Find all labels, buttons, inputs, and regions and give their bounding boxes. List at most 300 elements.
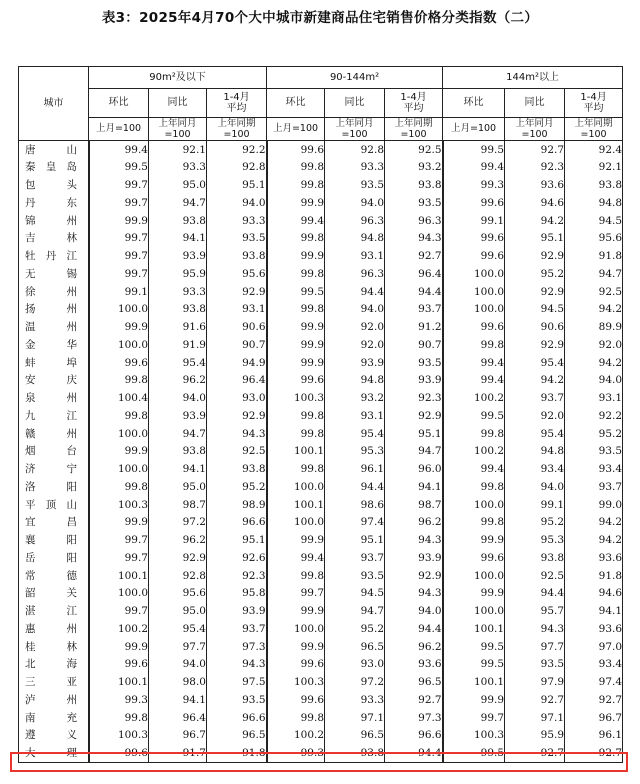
index-value: 96.5 <box>325 638 385 656</box>
index-value: 90.7 <box>385 336 443 354</box>
index-value: 99.6 <box>443 194 505 212</box>
index-value: 100.1 <box>89 674 149 692</box>
index-value: 96.2 <box>385 514 443 532</box>
yoy-header: 同比 <box>505 89 565 118</box>
index-value: 100.0 <box>267 514 325 532</box>
table-row <box>19 265 623 283</box>
index-value: 96.6 <box>207 514 267 532</box>
index-value: 97.7 <box>505 638 565 656</box>
index-value: 99.9 <box>267 532 325 550</box>
index-value: 94.0 <box>207 194 267 212</box>
index-value: 99.6 <box>267 141 325 159</box>
index-value: 93.3 <box>149 283 207 301</box>
index-value: 95.2 <box>325 620 385 638</box>
table-row <box>19 336 623 354</box>
city-name-text: 洛 阳 <box>25 480 77 493</box>
index-value: 99.7 <box>89 603 149 621</box>
city-name <box>19 141 89 159</box>
city-name <box>19 691 89 709</box>
index-value: 93.5 <box>505 656 565 674</box>
index-value: 94.8 <box>325 372 385 390</box>
index-value: 93.3 <box>325 159 385 177</box>
table-row <box>19 354 623 372</box>
index-value: 97.2 <box>325 674 385 692</box>
index-value: 92.7 <box>565 691 623 709</box>
index-value: 95.2 <box>505 265 565 283</box>
index-value: 95.6 <box>565 230 623 248</box>
index-value: 93.8 <box>565 177 623 195</box>
table-row <box>19 390 623 408</box>
index-value: 94.3 <box>385 585 443 603</box>
index-value: 97.4 <box>565 674 623 692</box>
index-value: 96.7 <box>149 727 207 745</box>
index-value: 99.6 <box>267 372 325 390</box>
index-value: 100.2 <box>443 443 505 461</box>
index-value: 95.0 <box>149 603 207 621</box>
index-value: 95.0 <box>149 177 207 195</box>
index-value: 92.2 <box>565 407 623 425</box>
city-name-text: 遵 义 <box>25 729 77 742</box>
index-value: 95.8 <box>207 585 267 603</box>
table-row <box>19 248 623 266</box>
index-value: 94.3 <box>207 656 267 674</box>
city-name <box>19 674 89 692</box>
base-mom-header: 上月=100 <box>443 118 505 141</box>
index-value: 96.5 <box>385 674 443 692</box>
index-value: 97.7 <box>149 638 207 656</box>
city-name-text: 平 顶 山 <box>25 498 77 511</box>
index-value: 93.9 <box>149 248 207 266</box>
index-value: 96.3 <box>325 265 385 283</box>
table-row <box>19 159 623 177</box>
index-value: 98.6 <box>325 496 385 514</box>
index-value: 91.7 <box>149 745 207 763</box>
city-name-text: 泉 州 <box>25 392 77 405</box>
city-name <box>19 177 89 195</box>
index-value: 93.5 <box>385 354 443 372</box>
index-value: 93.5 <box>207 230 267 248</box>
index-value: 92.9 <box>505 336 565 354</box>
index-value: 94.4 <box>385 620 443 638</box>
index-value: 99.7 <box>443 709 505 727</box>
index-value: 95.4 <box>325 425 385 443</box>
table-row <box>19 620 623 638</box>
index-value: 93.9 <box>207 603 267 621</box>
index-value: 99.9 <box>443 532 505 550</box>
city-name <box>19 336 89 354</box>
index-value: 94.9 <box>207 354 267 372</box>
index-value: 93.7 <box>505 390 565 408</box>
index-value: 100.0 <box>89 461 149 479</box>
city-name-text: 扬 州 <box>25 303 77 316</box>
city-name-text: 泸 州 <box>25 693 77 706</box>
index-value: 92.9 <box>385 567 443 585</box>
index-value: 99.9 <box>267 336 325 354</box>
base-yoy-header: 上年同月 =100 <box>325 118 385 141</box>
index-value: 92.5 <box>505 567 565 585</box>
index-value: 93.9 <box>325 354 385 372</box>
index-value: 99.4 <box>89 141 149 159</box>
city-column-header: 城市 <box>19 67 89 141</box>
city-name-text: 北 海 <box>25 658 77 671</box>
index-value: 94.1 <box>149 461 207 479</box>
index-value: 97.4 <box>325 514 385 532</box>
index-value: 92.9 <box>385 407 443 425</box>
index-value: 91.8 <box>207 745 267 763</box>
index-value: 99.6 <box>443 248 505 266</box>
index-value: 99.4 <box>267 212 325 230</box>
city-name-text: 蚌 埠 <box>25 356 77 369</box>
index-value: 99.7 <box>89 532 149 550</box>
index-value: 93.0 <box>325 656 385 674</box>
index-value: 92.0 <box>565 336 623 354</box>
table-row <box>19 603 623 621</box>
index-value: 94.7 <box>385 443 443 461</box>
table-row <box>19 532 623 550</box>
index-value: 100.0 <box>443 567 505 585</box>
index-value: 90.6 <box>505 319 565 337</box>
index-value: 99.7 <box>89 230 149 248</box>
table-row <box>19 549 623 567</box>
city-name-text: 吉 林 <box>25 232 77 245</box>
index-value: 93.8 <box>325 745 385 763</box>
city-name <box>19 319 89 337</box>
index-value: 95.4 <box>505 425 565 443</box>
city-name-text: 宜 昌 <box>25 516 77 529</box>
city-name <box>19 301 89 319</box>
index-value: 99.4 <box>443 354 505 372</box>
index-value: 92.9 <box>207 407 267 425</box>
index-value: 93.6 <box>385 656 443 674</box>
index-value: 93.4 <box>565 656 623 674</box>
index-value: 99.9 <box>89 212 149 230</box>
index-value: 100.0 <box>443 265 505 283</box>
index-value: 94.2 <box>505 372 565 390</box>
index-value: 92.8 <box>149 567 207 585</box>
index-value: 93.0 <box>207 390 267 408</box>
index-value: 92.7 <box>385 691 443 709</box>
city-name-text: 大 理 <box>25 747 77 760</box>
city-name-text: 唐 山 <box>25 143 77 156</box>
index-value: 99.4 <box>443 372 505 390</box>
index-value: 94.5 <box>565 212 623 230</box>
index-value: 94.3 <box>505 620 565 638</box>
index-value: 94.2 <box>505 212 565 230</box>
group-header-small: 90m²及以下 <box>89 67 267 89</box>
city-name-text: 徐 州 <box>25 285 77 298</box>
index-value: 95.4 <box>149 620 207 638</box>
city-name <box>19 443 89 461</box>
index-value: 92.6 <box>207 549 267 567</box>
table-row <box>19 301 623 319</box>
index-value: 94.8 <box>505 443 565 461</box>
city-name <box>19 372 89 390</box>
base-mom-header: 上月=100 <box>89 118 149 141</box>
index-value: 93.1 <box>325 407 385 425</box>
index-value: 99.7 <box>89 549 149 567</box>
table-row <box>19 194 623 212</box>
city-name <box>19 283 89 301</box>
table-row <box>19 478 623 496</box>
city-name-text: 岳 阳 <box>25 551 77 564</box>
index-value: 92.3 <box>505 159 565 177</box>
index-value: 96.2 <box>385 638 443 656</box>
table-row <box>19 727 623 745</box>
index-value: 96.0 <box>385 461 443 479</box>
base-avg-header: 上年同期 =100 <box>565 118 623 141</box>
index-value: 99.6 <box>267 691 325 709</box>
index-value: 100.2 <box>443 390 505 408</box>
index-value: 99.3 <box>89 691 149 709</box>
index-value: 98.0 <box>149 674 207 692</box>
index-value: 92.8 <box>325 141 385 159</box>
mom-header: 环比 <box>443 89 505 118</box>
index-value: 99.8 <box>267 301 325 319</box>
index-value: 96.1 <box>565 727 623 745</box>
index-value: 91.8 <box>565 567 623 585</box>
index-value: 90.7 <box>207 336 267 354</box>
index-value: 94.8 <box>565 194 623 212</box>
index-value: 94.2 <box>565 301 623 319</box>
index-value: 99.8 <box>443 478 505 496</box>
index-value: 100.3 <box>443 727 505 745</box>
index-value: 97.0 <box>565 638 623 656</box>
index-value: 91.8 <box>565 248 623 266</box>
index-value: 93.7 <box>385 301 443 319</box>
index-value: 95.4 <box>505 354 565 372</box>
index-value: 93.5 <box>565 443 623 461</box>
index-value: 99.8 <box>89 407 149 425</box>
index-value: 92.0 <box>505 407 565 425</box>
avg-header: 1-4月 平均 <box>385 89 443 118</box>
index-value: 94.8 <box>325 230 385 248</box>
index-value: 96.7 <box>565 709 623 727</box>
avg-header: 1-4月 平均 <box>565 89 623 118</box>
index-value: 94.4 <box>325 283 385 301</box>
index-value: 93.5 <box>325 177 385 195</box>
index-value: 93.8 <box>207 461 267 479</box>
index-value: 99.9 <box>267 319 325 337</box>
city-name-text: 牡 丹 江 <box>25 250 77 263</box>
index-value: 93.8 <box>149 212 207 230</box>
index-value: 93.7 <box>565 478 623 496</box>
index-value: 96.3 <box>325 212 385 230</box>
index-value: 94.7 <box>149 425 207 443</box>
index-value: 92.3 <box>385 390 443 408</box>
index-value: 95.3 <box>505 532 565 550</box>
index-value: 100.0 <box>267 620 325 638</box>
index-value: 100.1 <box>89 567 149 585</box>
index-value: 95.3 <box>325 443 385 461</box>
table-row <box>19 656 623 674</box>
index-value: 99.9 <box>89 319 149 337</box>
index-value: 98.7 <box>385 496 443 514</box>
table-row <box>19 567 623 585</box>
city-name-text: 韶 关 <box>25 587 77 600</box>
index-value: 99.6 <box>267 656 325 674</box>
index-value: 95.2 <box>207 478 267 496</box>
city-name <box>19 265 89 283</box>
index-value: 95.9 <box>505 727 565 745</box>
index-value: 99.8 <box>267 265 325 283</box>
index-value: 99.3 <box>443 177 505 195</box>
city-name-text: 湛 江 <box>25 605 77 618</box>
index-value: 94.1 <box>149 691 207 709</box>
table-row <box>19 141 623 159</box>
city-name <box>19 603 89 621</box>
index-value: 92.5 <box>565 283 623 301</box>
index-value: 99.9 <box>267 603 325 621</box>
index-value: 100.0 <box>443 603 505 621</box>
index-value: 94.3 <box>385 532 443 550</box>
index-value: 99.9 <box>89 638 149 656</box>
index-value: 94.3 <box>207 425 267 443</box>
index-value: 99.1 <box>443 212 505 230</box>
table-row <box>19 230 623 248</box>
index-value: 94.7 <box>565 265 623 283</box>
group-header-medium: 90-144m² <box>267 67 443 89</box>
index-value: 99.8 <box>267 461 325 479</box>
index-value: 99.7 <box>89 265 149 283</box>
index-value: 99.8 <box>89 372 149 390</box>
city-name <box>19 194 89 212</box>
index-value: 92.2 <box>207 141 267 159</box>
table-row <box>19 212 623 230</box>
table-row <box>19 372 623 390</box>
table-row <box>19 585 623 603</box>
index-value: 99.5 <box>443 638 505 656</box>
index-value: 89.9 <box>565 319 623 337</box>
index-value: 100.1 <box>443 674 505 692</box>
base-yoy-header: 上年同月 =100 <box>149 118 207 141</box>
city-name <box>19 532 89 550</box>
index-value: 95.6 <box>149 585 207 603</box>
city-name-text: 金 华 <box>25 338 77 351</box>
avg-header: 1-4月 平均 <box>207 89 267 118</box>
index-value: 92.3 <box>207 567 267 585</box>
index-value: 99.1 <box>505 496 565 514</box>
index-value: 99.8 <box>267 230 325 248</box>
index-value: 93.8 <box>385 177 443 195</box>
index-value: 92.7 <box>505 691 565 709</box>
index-value: 99.5 <box>89 159 149 177</box>
table-row <box>19 443 623 461</box>
table-row <box>19 319 623 337</box>
index-value: 91.2 <box>385 319 443 337</box>
index-value: 96.6 <box>385 727 443 745</box>
city-name-text: 丹 东 <box>25 196 77 209</box>
city-name <box>19 390 89 408</box>
index-value: 92.8 <box>207 159 267 177</box>
city-name <box>19 425 89 443</box>
index-value: 95.7 <box>505 603 565 621</box>
index-value: 92.7 <box>505 745 565 763</box>
city-name <box>19 585 89 603</box>
index-value: 94.4 <box>385 745 443 763</box>
index-value: 96.4 <box>149 709 207 727</box>
index-value: 99.8 <box>267 177 325 195</box>
price-index-table <box>18 66 623 763</box>
city-name <box>19 230 89 248</box>
index-value: 92.0 <box>325 319 385 337</box>
city-name-text: 襄 阳 <box>25 534 77 547</box>
city-name-text: 南 充 <box>25 711 77 724</box>
index-value: 94.0 <box>325 301 385 319</box>
index-value: 99.5 <box>443 141 505 159</box>
index-value: 92.9 <box>207 283 267 301</box>
index-value: 96.1 <box>325 461 385 479</box>
city-name-text: 九 江 <box>25 409 77 422</box>
index-value: 99.5 <box>443 656 505 674</box>
index-value: 99.1 <box>89 283 149 301</box>
city-name <box>19 478 89 496</box>
index-value: 99.6 <box>89 354 149 372</box>
index-value: 99.7 <box>89 194 149 212</box>
index-value: 97.3 <box>385 709 443 727</box>
index-value: 99.8 <box>89 709 149 727</box>
index-value: 94.6 <box>505 194 565 212</box>
index-value: 97.1 <box>325 709 385 727</box>
index-value: 94.6 <box>565 585 623 603</box>
index-value: 99.8 <box>443 425 505 443</box>
city-name-text: 赣 州 <box>25 427 77 440</box>
index-value: 93.8 <box>149 301 207 319</box>
index-value: 96.5 <box>325 727 385 745</box>
index-value: 92.5 <box>207 443 267 461</box>
index-value: 99.9 <box>267 354 325 372</box>
index-value: 93.9 <box>385 549 443 567</box>
index-value: 94.4 <box>325 478 385 496</box>
index-value: 95.2 <box>565 425 623 443</box>
base-avg-header: 上年同期 =100 <box>385 118 443 141</box>
index-value: 97.5 <box>207 674 267 692</box>
index-value: 95.6 <box>207 265 267 283</box>
index-value: 92.9 <box>149 549 207 567</box>
index-value: 100.3 <box>89 496 149 514</box>
index-value: 95.2 <box>505 514 565 532</box>
index-value: 93.9 <box>385 372 443 390</box>
index-value: 99.9 <box>267 638 325 656</box>
index-value: 92.0 <box>325 336 385 354</box>
index-value: 95.9 <box>149 265 207 283</box>
table-row <box>19 496 623 514</box>
city-name-text: 温 州 <box>25 321 77 334</box>
index-value: 93.3 <box>149 159 207 177</box>
city-name <box>19 638 89 656</box>
index-value: 94.1 <box>565 603 623 621</box>
city-name <box>19 407 89 425</box>
index-value: 93.1 <box>565 390 623 408</box>
table-row <box>19 745 623 763</box>
index-value: 99.6 <box>443 549 505 567</box>
index-value: 100.0 <box>89 425 149 443</box>
index-value: 96.6 <box>207 709 267 727</box>
index-value: 95.4 <box>149 354 207 372</box>
index-value: 99.6 <box>443 319 505 337</box>
city-name-text: 烟 台 <box>25 445 77 458</box>
table-row <box>19 461 623 479</box>
index-value: 92.1 <box>149 141 207 159</box>
index-value: 93.6 <box>505 177 565 195</box>
index-value: 99.8 <box>267 407 325 425</box>
city-name <box>19 656 89 674</box>
index-value: 99.6 <box>443 230 505 248</box>
index-value: 93.1 <box>325 248 385 266</box>
index-value: 94.0 <box>149 390 207 408</box>
index-value: 94.0 <box>325 194 385 212</box>
index-value: 96.4 <box>207 372 267 390</box>
index-value: 93.1 <box>207 301 267 319</box>
